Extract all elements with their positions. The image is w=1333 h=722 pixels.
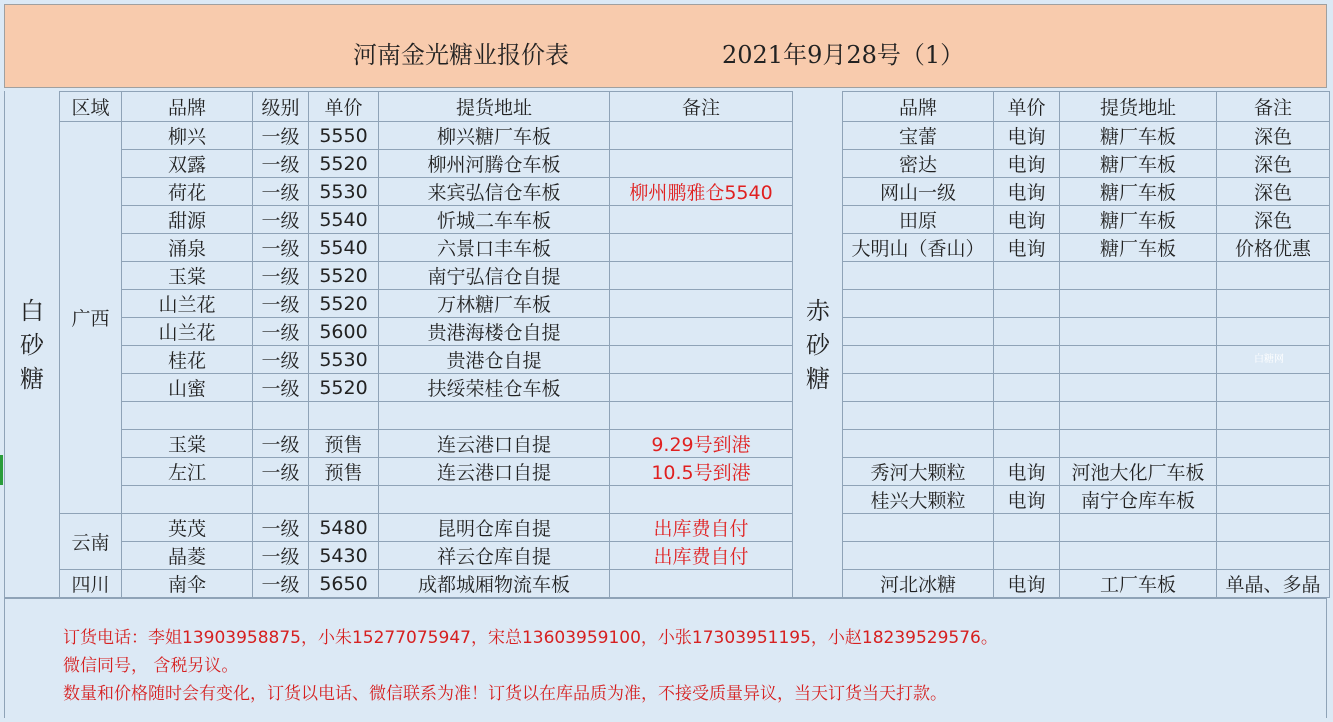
white-sugar-note-cell: 10.5号到港 [610,458,793,486]
white-sugar-brand-cell: 涌泉 [122,234,253,262]
white-sugar-price-cell: 5520 [309,290,379,318]
red-sugar-note-cell [1217,458,1330,486]
red-sugar-note-cell: 价格优惠 [1217,234,1330,262]
region-cell: 广西 [60,122,122,514]
red-header-price: 单价 [994,91,1060,122]
red-sugar-note-cell: 深色 [1217,122,1330,150]
red-sugar-address-cell: 糖厂车板 [1060,234,1217,262]
red-sugar-brand-cell [843,290,994,318]
white-sugar-price-cell: 5540 [309,234,379,262]
white-sugar-brand-cell: 左江 [122,458,253,486]
red-header-address: 提货地址 [1060,91,1217,122]
white-sugar-price-cell: 5520 [309,262,379,290]
white-sugar-grade-cell: 一级 [253,570,309,598]
white-sugar-note-cell [610,486,793,514]
white-sugar-grade-cell: 一级 [253,430,309,458]
white-sugar-note-cell [610,346,793,374]
red-sugar-price-cell [994,290,1060,318]
white-sugar-address-cell: 南宁弘信仓自提 [379,262,610,290]
white-sugar-note-cell: 出库费自付 [610,542,793,570]
red-sugar-brand-cell: 密达 [843,150,994,178]
red-sugar-price-cell: 电询 [994,150,1060,178]
red-sugar-brand-cell [843,346,994,374]
red-sugar-brand-cell: 河北冰糖 [843,570,994,598]
region-cell: 云南 [60,514,122,570]
watermark: 白糖网 [1254,354,1284,365]
red-sugar-address-cell: 糖厂车板 [1060,150,1217,178]
white-sugar-brand-cell: 玉棠 [122,262,253,290]
white-sugar-note-cell [610,262,793,290]
red-sugar-brand-cell [843,430,994,458]
white-sugar-address-cell: 柳州河腾仓车板 [379,150,610,178]
red-sugar-address-cell: 南宁仓库车板 [1060,486,1217,514]
white-sugar-note-cell: 9.29号到港 [610,430,793,458]
header-price: 单价 [309,91,379,122]
white-sugar-price-cell: 5530 [309,178,379,206]
red-sugar-price-cell: 电询 [994,486,1060,514]
red-sugar-price-cell [994,514,1060,542]
red-sugar-address-cell: 河池大化厂车板 [1060,458,1217,486]
white-sugar-grade-cell: 一级 [253,458,309,486]
red-sugar-address-cell [1060,318,1217,346]
red-sugar-note-cell: 深色 [1217,150,1330,178]
red-sugar-price-cell [994,262,1060,290]
white-sugar-grade-cell: 一级 [253,178,309,206]
white-sugar-address-cell [379,402,610,430]
red-sugar-brand-cell: 宝蕾 [843,122,994,150]
red-sugar-note-cell [1217,402,1330,430]
red-sugar-price-cell [994,318,1060,346]
white-sugar-price-cell: 预售 [309,430,379,458]
red-sugar-brand-cell [843,542,994,570]
red-sugar-note-cell: 深色 [1217,178,1330,206]
wechat-note: 微信同号， 含税另议。 [63,656,239,676]
white-sugar-note-cell: 柳州鹏雅仓5540 [610,178,793,206]
white-sugar-price-cell: 5600 [309,318,379,346]
red-sugar-brand-cell [843,318,994,346]
white-sugar-address-cell: 贵港仓自提 [379,346,610,374]
red-sugar-address-cell: 工厂车板 [1060,570,1217,598]
red-sugar-brand-cell [843,374,994,402]
white-sugar-note-cell [610,374,793,402]
header-region: 区域 [60,91,122,122]
white-sugar-price-cell: 5530 [309,346,379,374]
white-sugar-brand-cell: 南伞 [122,570,253,598]
quote-date: 2021年9月28号（1） [722,41,965,69]
page-title: 河南金光糖业报价表 [353,41,569,69]
white-sugar-address-cell: 来宾弘信仓车板 [379,178,610,206]
white-sugar-note-cell [610,318,793,346]
white-sugar-address-cell: 贵港海楼仓自提 [379,318,610,346]
white-sugar-grade-cell: 一级 [253,290,309,318]
white-sugar-note-cell [610,234,793,262]
header-address: 提货地址 [379,91,610,122]
red-sugar-brand-cell [843,402,994,430]
red-sugar-price-cell: 电询 [994,570,1060,598]
red-sugar-note-cell [1217,542,1330,570]
white-sugar-address-cell: 连云港口自提 [379,458,610,486]
red-sugar-address-cell: 糖厂车板 [1060,178,1217,206]
white-sugar-label: 白 砂 糖 [20,297,44,393]
white-sugar-address-cell: 扶绥荣桂仓车板 [379,374,610,402]
red-sugar-price-cell [994,542,1060,570]
red-sugar-price-cell: 电询 [994,178,1060,206]
white-sugar-grade-cell [253,486,309,514]
red-sugar-note-cell [1217,514,1330,542]
white-sugar-brand-cell: 山兰花 [122,318,253,346]
red-sugar-price-cell: 电询 [994,206,1060,234]
red-sugar-brand-cell: 田原 [843,206,994,234]
white-sugar-price-cell: 5480 [309,514,379,542]
white-sugar-brand-cell: 英茂 [122,514,253,542]
order-info [4,598,1327,718]
red-sugar-price-cell: 电询 [994,458,1060,486]
white-sugar-grade-cell: 一级 [253,150,309,178]
red-sugar-brand-cell [843,262,994,290]
red-header-brand: 品牌 [843,91,994,122]
red-sugar-price-cell [994,402,1060,430]
red-sugar-note-cell [1217,318,1330,346]
white-sugar-grade-cell: 一级 [253,318,309,346]
red-sugar-note-cell [1217,374,1330,402]
white-sugar-grade-cell: 一级 [253,346,309,374]
white-sugar-brand-cell: 晶菱 [122,542,253,570]
white-sugar-grade-cell: 一级 [253,122,309,150]
white-sugar-note-cell [610,122,793,150]
red-sugar-address-cell [1060,514,1217,542]
white-sugar-address-cell: 柳兴糖厂车板 [379,122,610,150]
white-sugar-price-cell: 5650 [309,570,379,598]
order-phones: 订货电话：李姐13903958875，小朱15277075947，宋总13603959100，小张17303951195，小赵18239529576。 [63,628,998,648]
white-sugar-address-cell: 昆明仓库自提 [379,514,610,542]
header-note: 备注 [610,91,793,122]
white-sugar-brand-cell: 双露 [122,150,253,178]
red-sugar-brand-cell [843,514,994,542]
red-sugar-address-cell: 糖厂车板 [1060,122,1217,150]
red-sugar-price-cell [994,430,1060,458]
white-sugar-grade-cell: 一级 [253,542,309,570]
white-sugar-grade-cell: 一级 [253,206,309,234]
white-sugar-address-cell: 六景口丰车板 [379,234,610,262]
red-sugar-address-cell [1060,402,1217,430]
white-sugar-address-cell: 万林糖厂车板 [379,290,610,318]
header-grade: 级别 [253,91,309,122]
white-sugar-grade-cell: 一级 [253,234,309,262]
red-sugar-note-cell [1217,486,1330,514]
white-sugar-address-cell: 成都城厢物流车板 [379,570,610,598]
white-sugar-note-cell [610,402,793,430]
red-header-note: 备注 [1217,91,1330,122]
red-sugar-brand-cell: 秀河大颗粒 [843,458,994,486]
white-sugar-brand-cell: 桂花 [122,346,253,374]
white-sugar-brand-cell: 玉棠 [122,430,253,458]
red-sugar-price-cell: 电询 [994,234,1060,262]
white-sugar-note-cell: 出库费自付 [610,514,793,542]
red-sugar-label: 赤 砂 糖 [806,297,830,393]
white-sugar-note-cell [610,570,793,598]
red-sugar-note-cell: 单晶、多晶 [1217,570,1330,598]
disclaimer: 数量和价格随时会有变化，订货以电话、微信联系为准！订货以在库品质为准，不接受质量异议，当天订货当天打款。 [63,684,947,704]
white-sugar-address-cell: 忻城二车车板 [379,206,610,234]
white-sugar-grade-cell: 一级 [253,374,309,402]
red-sugar-price-cell [994,346,1060,374]
white-sugar-address-cell [379,486,610,514]
red-sugar-brand-cell: 桂兴大颗粒 [843,486,994,514]
white-sugar-brand-cell [122,486,253,514]
white-sugar-brand-cell: 甜源 [122,206,253,234]
red-sugar-price-cell: 电询 [994,122,1060,150]
white-sugar-note-cell [610,206,793,234]
red-sugar-address-cell [1060,346,1217,374]
red-sugar-note-cell [1217,262,1330,290]
red-sugar-brand-cell: 网山一级 [843,178,994,206]
header-brand: 品牌 [122,91,253,122]
white-sugar-brand-cell [122,402,253,430]
red-sugar-address-cell: 糖厂车板 [1060,206,1217,234]
red-sugar-note-cell: 深色 [1217,206,1330,234]
white-sugar-brand-cell: 柳兴 [122,122,253,150]
white-sugar-brand-cell: 荷花 [122,178,253,206]
red-sugar-address-cell [1060,290,1217,318]
red-sugar-note-cell [1217,290,1330,318]
white-sugar-address-cell: 祥云仓库自提 [379,542,610,570]
white-sugar-price-cell: 5540 [309,206,379,234]
white-sugar-grade-cell: 一级 [253,262,309,290]
white-sugar-grade-cell: 一级 [253,514,309,542]
white-sugar-note-cell [610,150,793,178]
white-sugar-note-cell [610,290,793,318]
red-sugar-address-cell [1060,374,1217,402]
white-sugar-price-cell: 5550 [309,122,379,150]
white-sugar-brand-cell: 山兰花 [122,290,253,318]
white-sugar-price-cell [309,402,379,430]
white-sugar-price-cell: 5520 [309,150,379,178]
white-sugar-price-cell: 5520 [309,374,379,402]
red-sugar-address-cell [1060,430,1217,458]
white-sugar-price-cell: 预售 [309,458,379,486]
white-sugar-grade-cell [253,402,309,430]
red-sugar-address-cell [1060,262,1217,290]
region-cell: 四川 [60,570,122,598]
red-sugar-brand-cell: 大明山（香山） [843,234,994,262]
white-sugar-brand-cell: 山蜜 [122,374,253,402]
white-sugar-price-cell: 5430 [309,542,379,570]
red-sugar-price-cell [994,374,1060,402]
red-sugar-note-cell [1217,430,1330,458]
white-sugar-address-cell: 连云港口自提 [379,430,610,458]
white-sugar-price-cell [309,486,379,514]
red-sugar-address-cell [1060,542,1217,570]
sheet-edge-marker [0,455,3,485]
